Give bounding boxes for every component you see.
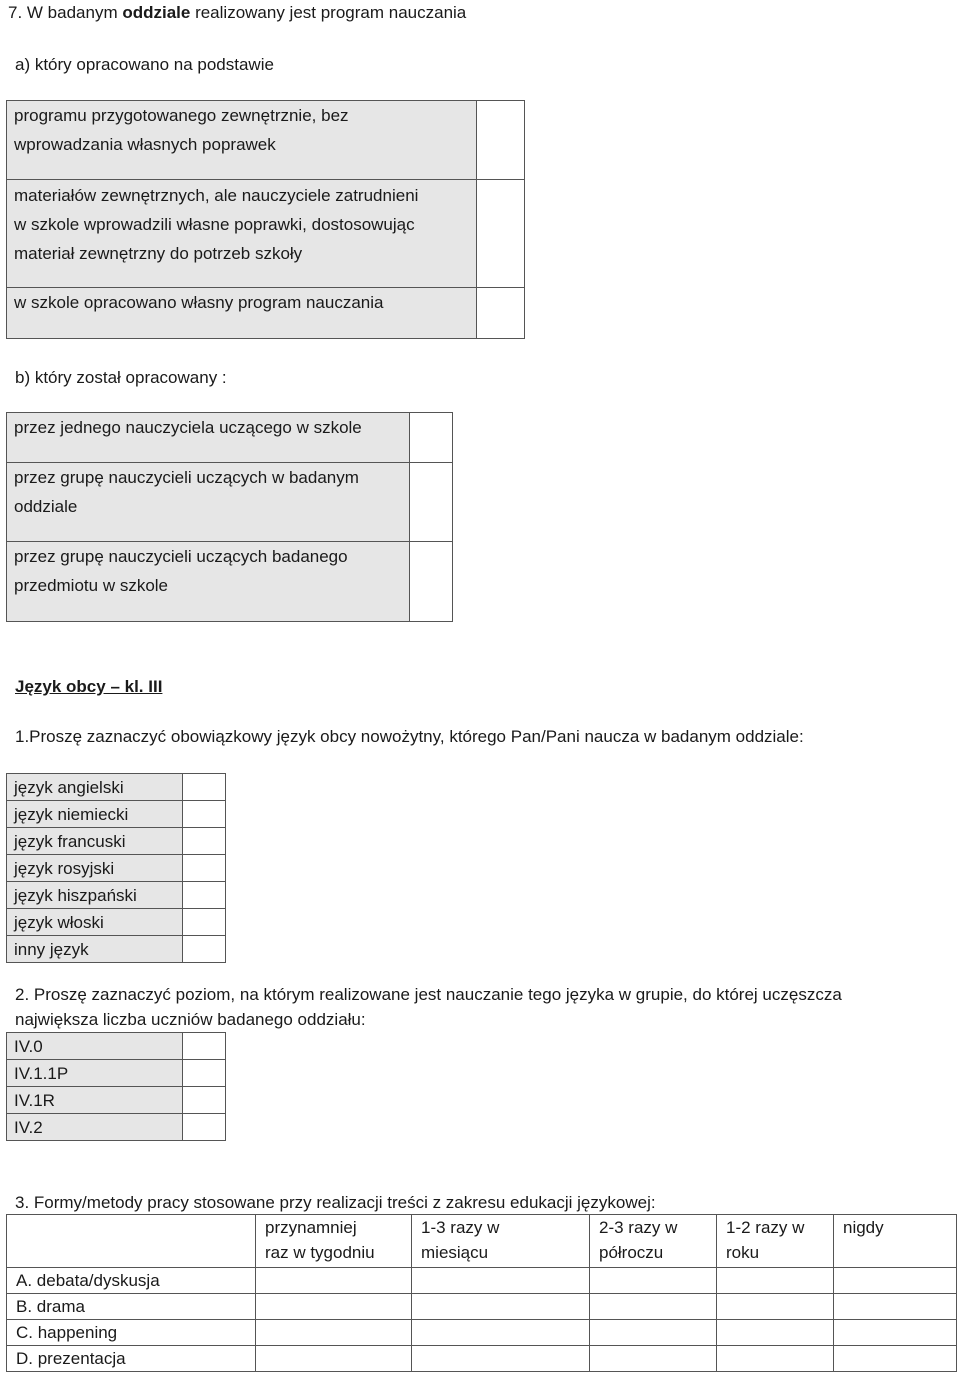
checkbox-q1-1[interactable] — [183, 774, 226, 801]
question-7b-table — [6, 412, 453, 622]
checkbox-q2-1[interactable] — [183, 1033, 226, 1060]
question-2-line-2: największa liczba uczniów badanego oddziału: — [15, 1010, 366, 1029]
option-7b-3: przez grupę nauczycieli uczących badanego przedmiotu w szkole — [7, 542, 410, 622]
question-3-table — [6, 1214, 957, 1372]
checkbox-q2-2[interactable] — [183, 1060, 226, 1087]
checkbox-7a-3[interactable] — [477, 288, 525, 339]
question-7a-table — [6, 100, 525, 339]
cell-d-yearly[interactable] — [717, 1346, 834, 1372]
cell-c-yearly[interactable] — [717, 1320, 834, 1346]
checkbox-7a-1[interactable] — [477, 101, 525, 180]
section-title: Język obcy – kl. III — [15, 677, 163, 696]
question-1-text: 1.Proszę zaznaczyć obowiązkowy język obcy nowożytny, którego Pan/Pani naucza w badanym oddziale: — [15, 727, 804, 746]
cell-a-semester[interactable] — [590, 1268, 717, 1294]
question-1-table — [6, 773, 226, 963]
checkbox-7b-1[interactable] — [410, 413, 453, 463]
option-7a-1: programu przygotowanego zewnętrznie, bez wprowadzania własnych poprawek — [7, 101, 477, 180]
option-q2-4: IV.2 — [7, 1114, 183, 1141]
option-q2-2: IV.1.1P — [7, 1060, 183, 1087]
cell-b-semester[interactable] — [590, 1294, 717, 1320]
option-q1-2: język niemiecki — [7, 801, 183, 828]
cell-a-never[interactable] — [834, 1268, 957, 1294]
cell-b-never[interactable] — [834, 1294, 957, 1320]
cell-a-weekly[interactable] — [256, 1268, 412, 1294]
checkbox-q2-4[interactable] — [183, 1114, 226, 1141]
checkbox-7b-2[interactable] — [410, 463, 453, 542]
cell-c-weekly[interactable] — [256, 1320, 412, 1346]
row-label-d: D. prezentacja — [7, 1346, 256, 1372]
option-7b-2: przez grupę nauczycieli uczących w badanym oddziale — [7, 463, 410, 542]
header-empty-cell — [7, 1215, 256, 1268]
option-q1-7: inny język — [7, 936, 183, 963]
row-label-c: C. happening — [7, 1320, 256, 1346]
question-7-heading: 7. W badanym oddziale realizowany jest program nauczania — [8, 3, 467, 22]
checkbox-q1-3[interactable] — [183, 828, 226, 855]
option-q1-5: język hiszpański — [7, 882, 183, 909]
header-yearly: 1-2 razy w roku — [717, 1215, 834, 1268]
cell-b-yearly[interactable] — [717, 1294, 834, 1320]
option-7b-1: przez jednego nauczyciela uczącego w szkole — [7, 413, 410, 463]
cell-a-yearly[interactable] — [717, 1268, 834, 1294]
cell-d-semester[interactable] — [590, 1346, 717, 1372]
cell-d-never[interactable] — [834, 1346, 957, 1372]
cell-d-weekly[interactable] — [256, 1346, 412, 1372]
checkbox-7a-2[interactable] — [477, 180, 525, 288]
option-q1-1: język angielski — [7, 774, 183, 801]
option-q1-3: język francuski — [7, 828, 183, 855]
checkbox-q1-6[interactable] — [183, 909, 226, 936]
header-weekly: przynamniej raz w tygodniu — [256, 1215, 412, 1268]
checkbox-q2-3[interactable] — [183, 1087, 226, 1114]
checkbox-q1-5[interactable] — [183, 882, 226, 909]
question-3-text: 3. Formy/metody pracy stosowane przy realizacji treści z zakresu edukacji językowej: — [15, 1193, 656, 1212]
checkbox-q1-4[interactable] — [183, 855, 226, 882]
option-q2-1: IV.0 — [7, 1033, 183, 1060]
checkbox-q1-2[interactable] — [183, 801, 226, 828]
header-monthly: 1-3 razy w miesiącu — [412, 1215, 590, 1268]
cell-b-weekly[interactable] — [256, 1294, 412, 1320]
cell-d-monthly[interactable] — [412, 1346, 590, 1372]
question-2-table — [6, 1032, 226, 1141]
row-label-b: B. drama — [7, 1294, 256, 1320]
checkbox-7b-3[interactable] — [410, 542, 453, 622]
header-semester: 2-3 razy w półroczu — [590, 1215, 717, 1268]
cell-c-semester[interactable] — [590, 1320, 717, 1346]
option-7a-2: materiałów zewnętrznych, ale nauczyciele zatrudnieni w szkole wprowadzili własne poprawki, dostosowując materiał zewnętrzny do potrzeb szkoły — [7, 180, 477, 288]
question-7b-label: b) który został opracowany : — [15, 368, 227, 387]
option-7a-3: w szkole opracowano własny program nauczania — [7, 288, 477, 339]
option-q1-6: język włoski — [7, 909, 183, 936]
option-q1-4: język rosyjski — [7, 855, 183, 882]
checkbox-q1-7[interactable] — [183, 936, 226, 963]
question-2-line-1: 2. Proszę zaznaczyć poziom, na którym realizowane jest nauczanie tego języka w grupie, do której uczęszcza — [15, 985, 842, 1004]
cell-c-never[interactable] — [834, 1320, 957, 1346]
cell-c-monthly[interactable] — [412, 1320, 590, 1346]
cell-a-monthly[interactable] — [412, 1268, 590, 1294]
row-label-a: A. debata/dyskusja — [7, 1268, 256, 1294]
cell-b-monthly[interactable] — [412, 1294, 590, 1320]
option-q2-3: IV.1R — [7, 1087, 183, 1114]
header-never: nigdy — [834, 1215, 957, 1268]
question-7a-label: a) który opracowano na podstawie — [15, 55, 274, 74]
